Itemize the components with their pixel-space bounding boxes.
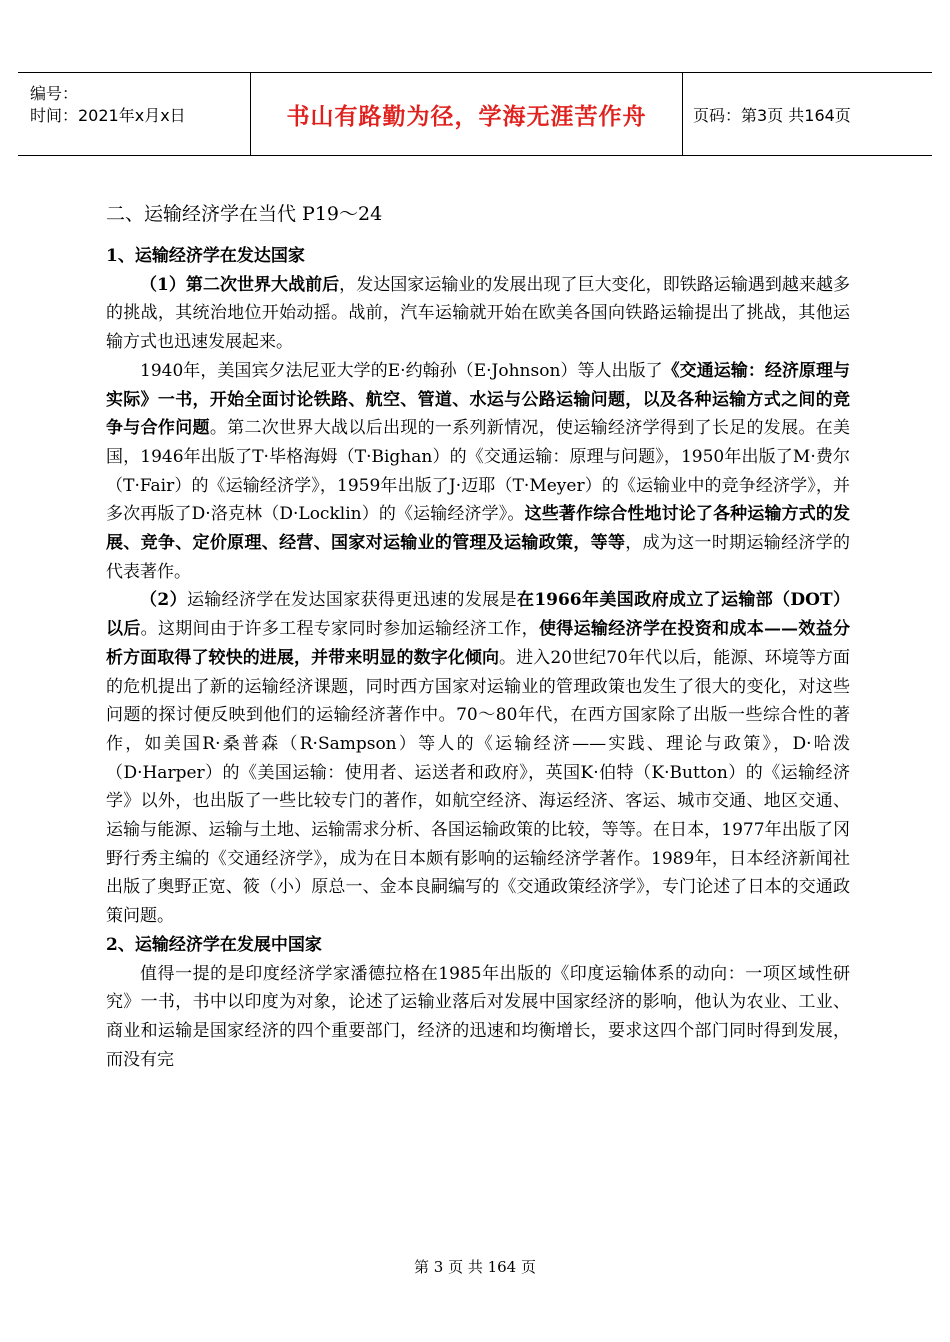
- page-header: [18, 72, 932, 156]
- paragraph-3-text-c: 。进入20世纪70年代以后，能源、环境等方面的危机提出了新的运输经济课题，同时西方国家对运输业的管理政策也发生了很大的变化，对这些问题的探讨便反映到他们的运输经济著作中。70～80年代，在西方国家除了出版一些综合性的著作，如美国R·桑普森（R·Sampson）等人的《运输经济——实践、理论与政策》，D·哈泼（D·Harper）的《美国运输：使用者、运送者和政府》，英国K·伯特（K·Button）的《运输经济学》以外，也出版了一些比较专门的著作，如航空经济、海运经济、客运、城市交通、地区交通、运输与能源、运输与土地、运输需求分析、各国运输政策的比较，等等。在日本，1977年出版了冈野行秀主编的《交通经济学》，成为在日本颇有影响的运输经济学著作。1989年，日本经济新闻社出版了奥野正宽、筱（小）原总一、金本良嗣编写的《交通政策经济学》，专门论述了日本的交通政策问题。: [106, 647, 850, 927]
- paragraph-3-text-a: 运输经济学在发达国家获得更迅速的发展是: [186, 590, 517, 611]
- paragraph-2: [106, 357, 850, 587]
- document-number-label: 编号：: [30, 84, 79, 103]
- paragraph-3-emphasis-2: 使得运输经济学在投资和成本——效益分析方面取得了较快的进展，并带来明显的数字化倾向: [106, 619, 851, 668]
- subsection-title-developing: 2、运输经济学在发展中国家: [106, 934, 322, 955]
- paragraph-2-emphasis-2: 这些著作综合性地讨论了各种运输方式的发展、竞争、定价原理、经营、国家对运输业的管理及运输政策，等等: [106, 504, 850, 554]
- header-motto: 书山有路勤为径，学海无涯苦作舟: [251, 73, 683, 155]
- section-title: 二、运输经济学在当代 P19～24: [106, 203, 383, 225]
- document-time-label: 时间：2021年x月x日: [30, 106, 186, 125]
- paragraph-3-number: （2）: [140, 590, 187, 611]
- paragraph-1-emphasis: （1）第二次世界大战前后: [140, 274, 340, 295]
- header-meta: [18, 73, 251, 155]
- paragraph-1: [106, 271, 850, 357]
- paragraph-2-text-c: ，成为这一时期运输经济学的代表著作。: [106, 533, 851, 582]
- paragraph-4: 值得一提的是印度经济学家潘德拉格在1985年出版的《印度运输体系的动向：一项区域性研究》一书，书中以印度为对象，论述了运输业落后对发展中国家经济的影响，他认为农业、工业、商业和运输是国家经济的四个重要部门，经济的迅速和均衡增长，要求这四个部门同时得到发展，而没有完: [106, 963, 850, 1070]
- subsection-title-developed: 1、运输经济学在发达国家: [106, 246, 305, 266]
- paragraph-3: [106, 586, 850, 930]
- paragraph-1-text: ，发达国家运输业的发展出现了巨大变化，即铁路运输遇到越来越多的挑战，其统治地位开始动摇。战前，汽车运输就开始在欧美各国向铁路运输提出了挑战，其他运输方式也迅速发展起来。: [106, 274, 850, 353]
- paragraph-2-emphasis-1: 《交通运输：经济原理与实际》一书，开始全面讨论铁路、航空、管道、水运与公路运输问题，以及各种运输方式之间的竞争与合作问题: [106, 360, 850, 439]
- document-body: [106, 200, 850, 1074]
- paragraph-2-text-a: 1940年，美国宾夕法尼亚大学的E·约翰孙（E·Johnson）等人出版了: [140, 360, 663, 381]
- paragraph-3-emphasis-1: 在1966年美国政府成立了运输部（DOT）以后: [106, 590, 850, 640]
- paragraph-2-text-b: 。第二次世界大战以后出现的一系列新情况，使运输经济学得到了长足的发展。在美国，1946年出版了T·毕格海姆（T·Bighan）的《交通运输：原理与问题》，1950年出版了M·费尔（T·Fair）的《运输经济学》，1959年出版了J·迈耶（T·Meyer）的《运输业中的竞争经济学》，并多次再版了D·洛克林（D·Locklin）的《运输经济学》。: [106, 418, 851, 525]
- header-page-info: 页码：第3页 共164页: [693, 105, 851, 125]
- paragraph-3-text-b: 。这期间由于许多工程专家同时参加运输经济工作，: [140, 619, 539, 640]
- page-footer: 第 3 页 共 164 页: [413, 1258, 536, 1276]
